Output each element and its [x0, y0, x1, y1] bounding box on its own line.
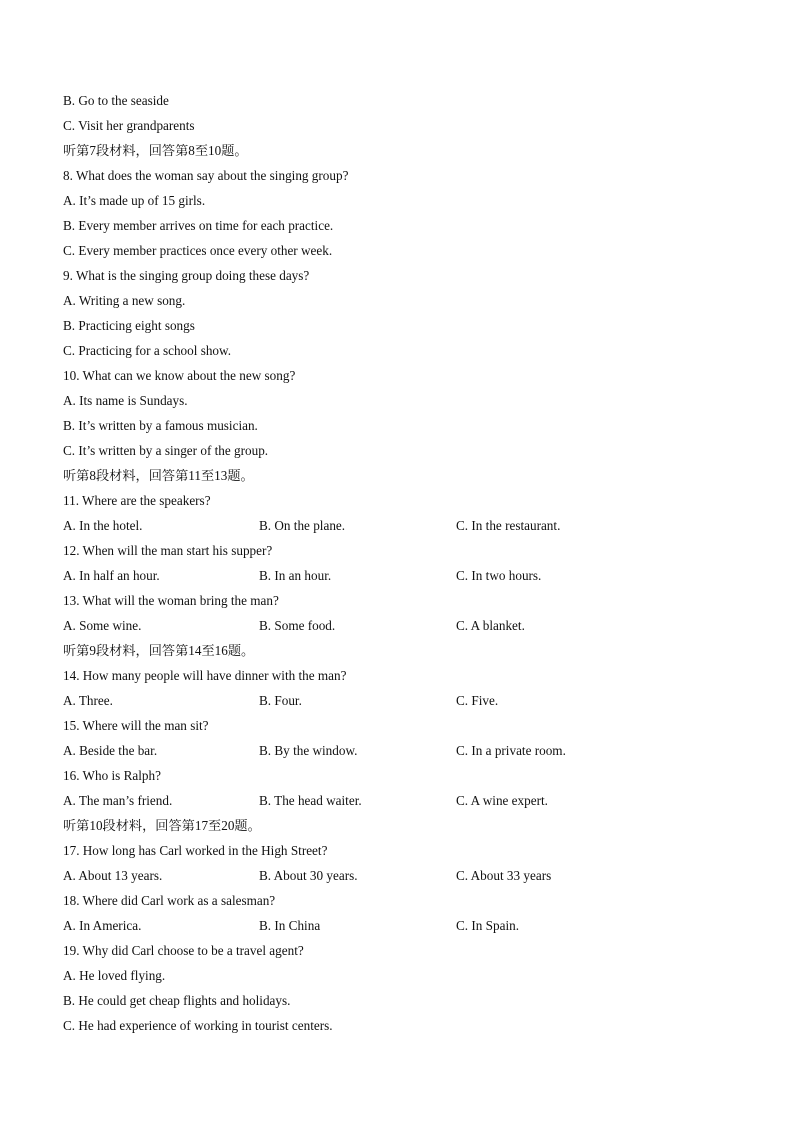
answer-option: A. The man’s friend.: [63, 793, 173, 808]
answer-option: C. In the restaurant.: [456, 518, 561, 533]
answer-option: B. Go to the seaside: [63, 93, 169, 108]
answer-option: A. Its name is Sundays.: [63, 393, 188, 408]
answer-option: C. In Spain.: [456, 918, 520, 933]
answer-option: B. Four.: [259, 693, 302, 708]
question-text: 18. Where did Carl work as a salesman?: [63, 893, 276, 908]
answer-option: B. In an hour.: [259, 568, 332, 583]
answer-option: B. About 30 years.: [259, 868, 358, 883]
question-text: 11. Where are the speakers?: [63, 493, 211, 508]
answer-option: B. Every member arrives on time for each practice.: [63, 218, 334, 233]
answer-option: C. A wine expert.: [456, 793, 548, 808]
answer-option: A. In half an hour.: [63, 568, 160, 583]
question-text: 10. What can we know about the new song?: [63, 368, 296, 383]
section-instruction: 听第9段材料，回答第14至16题。: [63, 643, 255, 658]
section-instruction: 听第8段材料，回答第11至13题。: [63, 468, 254, 483]
answer-option: A. He loved flying.: [63, 968, 166, 983]
answer-option: C. Visit her grandparents: [63, 118, 195, 133]
answer-option: C. In a private room.: [456, 743, 566, 758]
answer-option: A. It’s made up of 15 girls.: [63, 193, 206, 208]
answer-option: B. He could get cheap flights and holidays.: [63, 993, 291, 1008]
answer-option: C. It’s written by a singer of the group.: [63, 443, 269, 458]
option-row: [63, 513, 743, 538]
answer-option: A. Beside the bar.: [63, 743, 158, 758]
section-instruction: 听第10段材料，回答第17至20题。: [63, 818, 261, 833]
answer-option: B. Practicing eight songs: [63, 318, 195, 333]
answer-option: B. On the plane.: [259, 518, 346, 533]
answer-option: A. Three.: [63, 693, 113, 708]
option-row: [63, 788, 743, 813]
question-text: 16. Who is Ralph?: [63, 768, 161, 783]
question-text: 19. Why did Carl choose to be a travel agent?: [63, 943, 304, 958]
document-body: [63, 88, 743, 1038]
answer-option: A. About 13 years.: [63, 868, 163, 883]
answer-option: C. About 33 years: [456, 868, 552, 883]
answer-option: C. In two hours.: [456, 568, 542, 583]
question-text: 9. What is the singing group doing these days?: [63, 268, 310, 283]
option-row: [63, 613, 743, 638]
option-row: [63, 913, 743, 938]
option-row: [63, 563, 743, 588]
question-text: 8. What does the woman say about the singing group?: [63, 168, 349, 183]
answer-option: C. He had experience of working in tourist centers.: [63, 1018, 333, 1033]
answer-option: B. It’s written by a famous musician.: [63, 418, 258, 433]
answer-option: C. Every member practices once every other week.: [63, 243, 333, 258]
answer-option: C. A blanket.: [456, 618, 525, 633]
option-row: [63, 863, 743, 888]
answer-option: B. In China: [259, 918, 321, 933]
section-instruction: 听第7段材料，回答第8至10题。: [63, 143, 248, 158]
question-text: 12. When will the man start his supper?: [63, 543, 273, 558]
answer-option: A. In America.: [63, 918, 142, 933]
answer-option: C. Practicing for a school show.: [63, 343, 231, 358]
question-text: 13. What will the woman bring the man?: [63, 593, 279, 608]
question-text: 14. How many people will have dinner with the man?: [63, 668, 347, 683]
answer-option: A. Some wine.: [63, 618, 142, 633]
question-text: 17. How long has Carl worked in the High Street?: [63, 843, 328, 858]
answer-option: C. Five.: [456, 693, 499, 708]
answer-option: B. Some food.: [259, 618, 336, 633]
option-row: [63, 688, 743, 713]
answer-option: A. Writing a new song.: [63, 293, 186, 308]
answer-option: A. In the hotel.: [63, 518, 143, 533]
answer-option: B. By the window.: [259, 743, 358, 758]
answer-option: B. The head waiter.: [259, 793, 362, 808]
question-text: 15. Where will the man sit?: [63, 718, 209, 733]
option-row: [63, 738, 743, 763]
